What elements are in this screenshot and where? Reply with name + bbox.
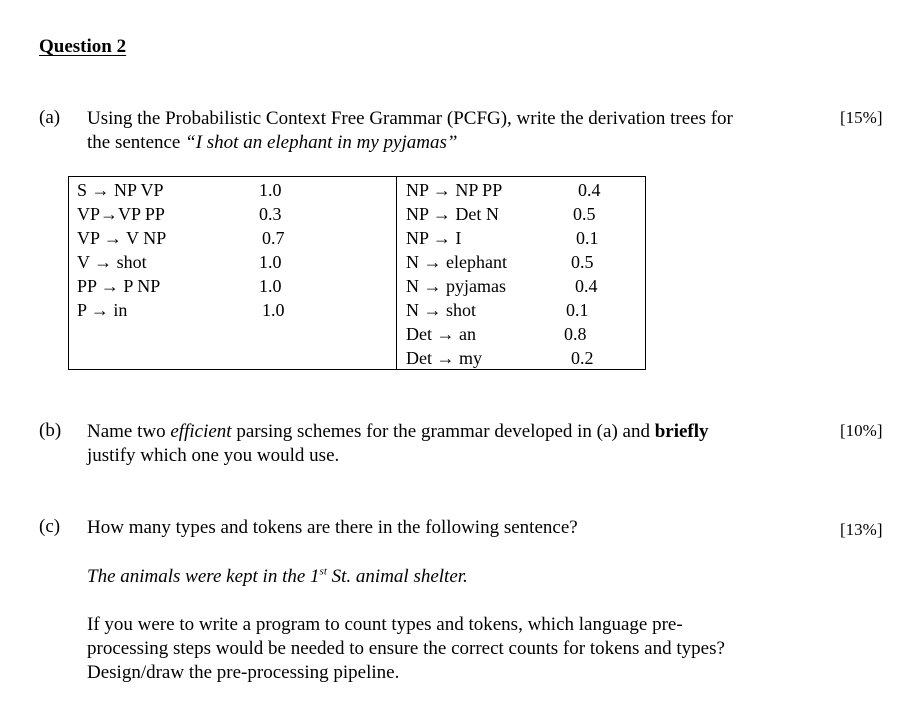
part-a-text — [87, 107, 807, 155]
part-c-example-post: St. animal shelter. — [326, 566, 468, 587]
grammar-left-rule: PP → P NP — [77, 276, 161, 296]
grammar-right-rule: NP → NP PP — [406, 180, 503, 200]
part-a-line1: Using the Probabilistic Context Free Grammar (PCFG), write the derivation trees for — [87, 108, 733, 129]
grammar-right-rule: Det → my — [406, 348, 482, 368]
part-c-marks: [13%] — [840, 520, 883, 539]
part-a-line2 — [87, 131, 807, 155]
grammar-left-prob: 1.0 — [259, 252, 282, 272]
grammar-left-prob: 0.3 — [259, 204, 282, 224]
grammar-table — [68, 176, 646, 370]
grammar-right-rule: NP → I — [406, 228, 462, 248]
part-b-text — [87, 420, 807, 468]
grammar-right-prob: 0.5 — [573, 204, 596, 224]
part-b-label: (b) — [39, 420, 62, 441]
grammar-left-rule: V → shot — [77, 252, 147, 272]
grammar-right-rule: N → elephant — [406, 252, 507, 272]
grammar-right-prob: 0.5 — [571, 252, 594, 272]
grammar-right-rule: N → shot — [406, 300, 477, 320]
part-a-sentence: “I shot an elephant in my pyjamas” — [185, 132, 458, 153]
part-c-followup-line1: If you were to write a program to count types and tokens, which language pre- — [87, 614, 683, 635]
grammar-left-rule: S → NP VP — [77, 180, 164, 200]
part-b-bold: briefly — [654, 421, 709, 442]
part-c-example-sentence — [87, 565, 807, 589]
part-c-label: (c) — [39, 516, 61, 537]
grammar-left-prob: 0.7 — [262, 228, 285, 248]
grammar-left-prob: 1.0 — [259, 180, 282, 200]
grammar-right-prob: 0.4 — [578, 180, 601, 200]
grammar-right-rule: N → pyjamas — [406, 276, 506, 296]
grammar-right-prob: 0.4 — [575, 276, 598, 296]
part-b-italic: efficient — [170, 421, 232, 442]
part-a-line2-prefix: the sentence — [87, 132, 186, 153]
grammar-right-prob: 0.1 — [576, 228, 599, 248]
part-b-pre: Name two — [87, 421, 171, 442]
grammar-left-prob: 1.0 — [259, 276, 282, 296]
grammar-table-divider — [396, 177, 397, 369]
grammar-left-rule: P → in — [77, 300, 128, 320]
grammar-right-prob: 0.8 — [564, 324, 587, 344]
question-title: Question 2 — [39, 36, 127, 57]
grammar-left-prob: 1.0 — [262, 300, 285, 320]
part-c-followup-line2: processing steps would be needed to ensure the correct counts for tokens and types? — [87, 638, 725, 659]
part-b-line1 — [87, 420, 807, 444]
part-a-marks: [15%] — [840, 108, 883, 127]
grammar-right-prob: 0.2 — [571, 348, 594, 368]
grammar-right-prob: 0.1 — [566, 300, 589, 320]
part-c-followup — [87, 613, 847, 685]
part-c-example-sup: st — [319, 565, 327, 578]
part-c-example-pre: The animals were kept in the 1 — [87, 566, 320, 587]
grammar-right-rule: NP → Det N — [406, 204, 499, 224]
part-c-followup-line3: Design/draw the pre-processing pipeline. — [87, 662, 400, 683]
part-a-label: (a) — [39, 107, 61, 128]
grammar-left-rule: VP→VP PP — [77, 204, 165, 224]
part-b-mid: parsing schemes for the grammar developed in (a) and — [231, 421, 655, 442]
part-b-line2: justify which one you would use. — [87, 445, 340, 466]
part-b-marks: [10%] — [840, 421, 883, 440]
grammar-right-rule: Det → an — [406, 324, 476, 344]
part-c-question: How many types and tokens are there in the following sentence? — [87, 517, 578, 538]
grammar-left-rule: VP → V NP — [77, 228, 167, 248]
